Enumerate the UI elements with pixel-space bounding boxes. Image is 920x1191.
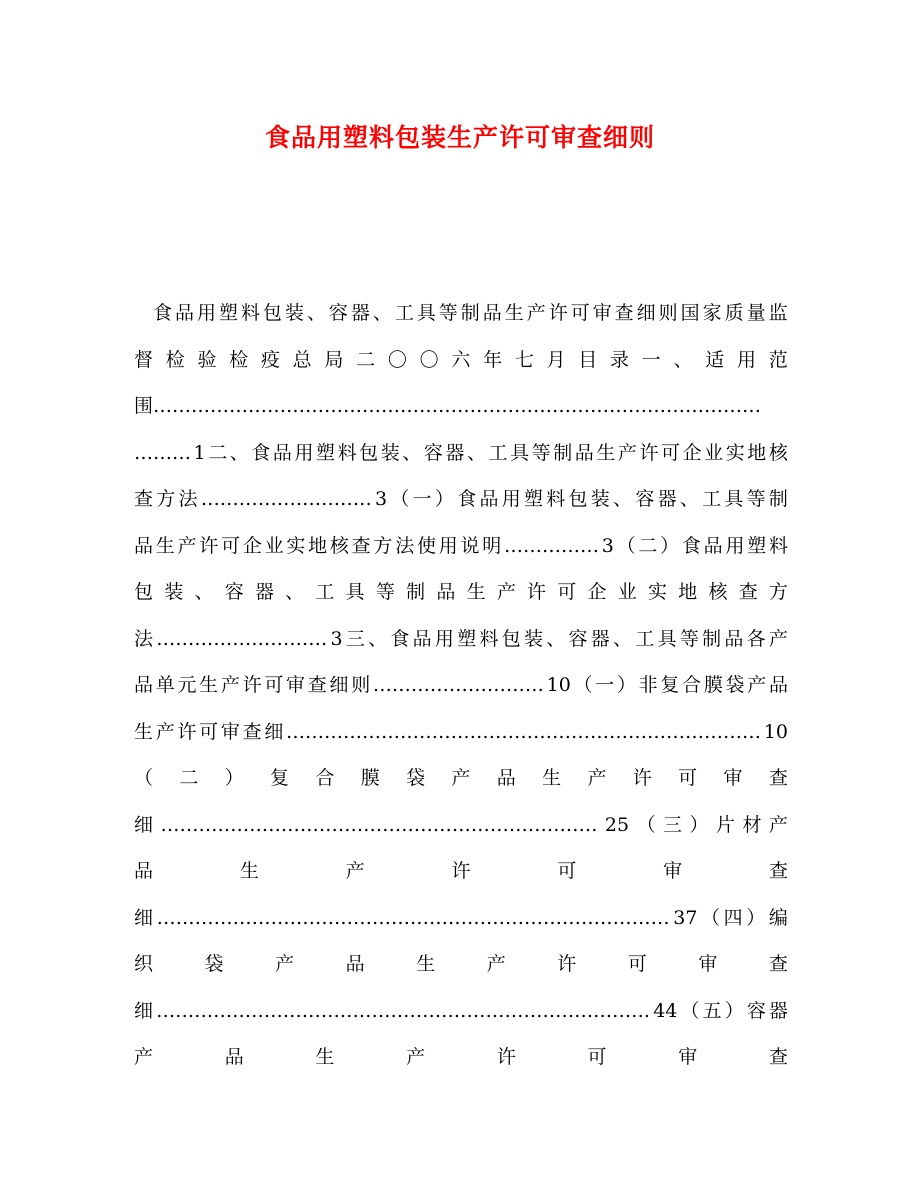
text-line: 品 单 元 生 产 许 可 审 查 细 则 ……………………… 10 （ 一 ） 非 复 合 膜 袋 产 品 <box>134 674 788 696</box>
text-line: 法 ……………………… 3 三 、 食 品 用 塑 料 包 装 、 容 器 、 工 具 等 制 品 各 产 <box>134 627 788 650</box>
document-body <box>134 294 788 1085</box>
text-line: （ 二 ） 复 合 膜 袋 产 品 生 产 许 可 审 查 <box>134 767 788 789</box>
text-line: 细 …………………………………………………………… 25 （ 三 ） 片 材 产 <box>134 813 788 836</box>
text-line: 品 生 产 许 可 企 业 实 地 核 查 方 法 使 用 说 明 …………… 3 （ 二 ） 食 品 用 塑 料 <box>134 534 788 557</box>
text-line: 食 品 用 塑 料 包 装 、 容 器 、 工 具 等 制 品 生 产 许 可 审 查 细 则 国 家 质 量 监 <box>153 302 788 324</box>
text-line: 围…………………………………………………………………………………… <box>134 395 762 417</box>
document-title: 食品用塑料包装生产许可审查细则 <box>264 123 655 152</box>
text-line: 查 方 法 ……………………… 3 （ 一 ） 食 品 用 塑 料 包 装 、 容 器 、 工 具 等 制 <box>134 488 788 510</box>
text-line: 细 ……………………………………………………………………… 37 （ 四 ） 编 <box>134 906 788 929</box>
text-line: 生 产 许 可 审 查 细 ………………………………………………………………… 10 <box>134 720 788 743</box>
text-line: 产 品 生 产 许 可 审 查 <box>134 1046 788 1068</box>
text-line: 织 袋 产 品 生 产 许 可 审 查 <box>134 953 788 975</box>
text-line: 细 …………………………………………………………………… 44 （ 五 ） 容 器 <box>134 999 788 1022</box>
text-line: ……… 1 二 、 食 品 用 塑 料 包 装 、 容 器 、 工 具 等 制 品 生 产 许 可 企 业 实 地 核 <box>134 441 788 464</box>
text-line: 品 生 产 许 可 审 查 <box>134 860 788 882</box>
text-line: 督 检 验 检 疫 总 局 二 〇 〇 六 年 七 月 目 录 一 、 适 用 范 <box>134 348 788 371</box>
text-line: 包 装 、 容 器 、 工 具 等 制 品 生 产 许 可 企 业 实 地 核 查 方 <box>134 581 788 603</box>
